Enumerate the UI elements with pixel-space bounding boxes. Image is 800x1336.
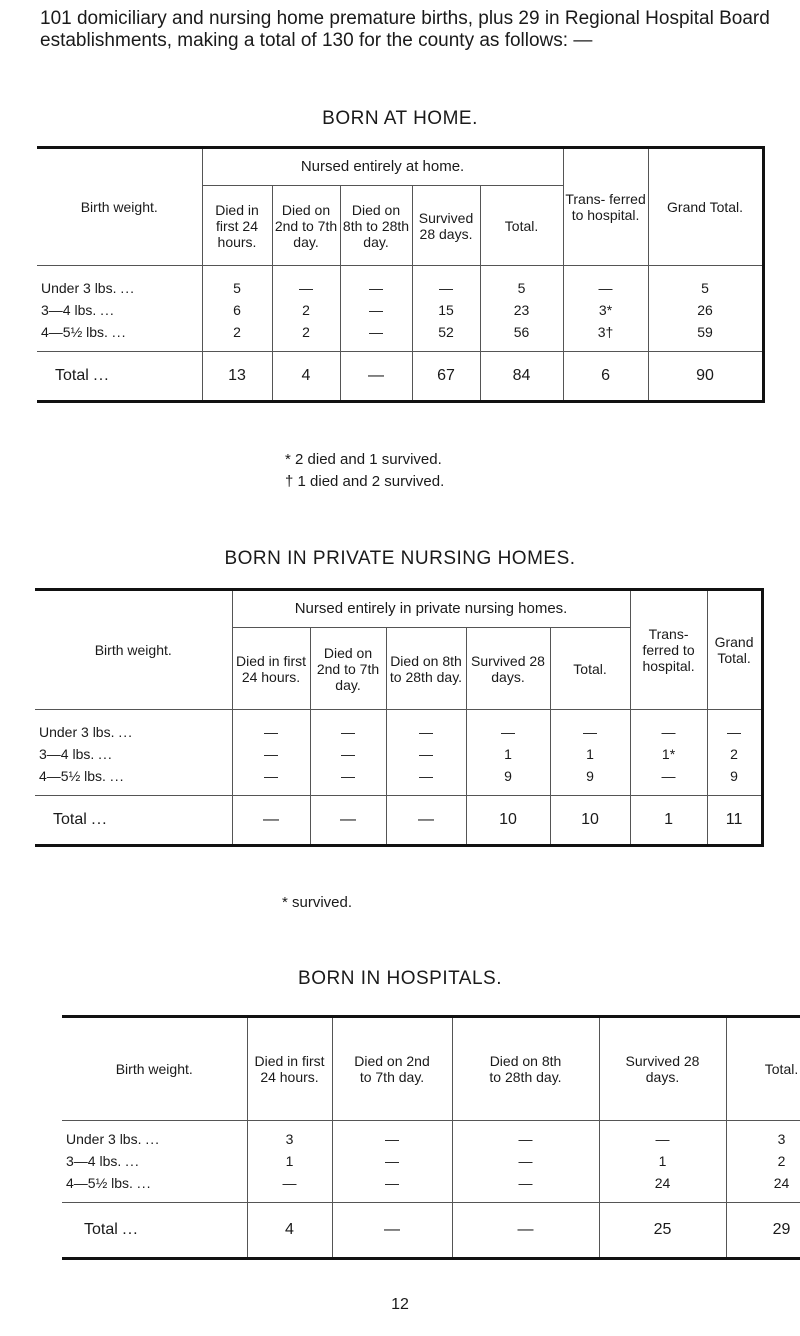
cell-value: — bbox=[386, 710, 466, 742]
cell-value: 5 bbox=[648, 266, 763, 298]
cell-value: — bbox=[452, 1121, 599, 1149]
cell-value: — bbox=[340, 266, 412, 298]
cell-value: 11 bbox=[707, 796, 762, 846]
table-row-total: Total ... 13 4 — 67 84 6 90 bbox=[37, 352, 763, 402]
row-label: Total bbox=[53, 811, 87, 828]
cell-value: — bbox=[232, 796, 310, 846]
header-survived-28: Survived 28 days. bbox=[412, 186, 480, 266]
table-row: 3—4 lbs. ... — — — 1 1 1* 2 bbox=[35, 742, 762, 766]
header-died-2nd-7th: Died on 2nd to 7th day. bbox=[332, 1017, 452, 1121]
cell-value: — bbox=[310, 766, 386, 796]
cell-value: — bbox=[310, 796, 386, 846]
cell-value: — bbox=[310, 742, 386, 766]
cell-value: 1 bbox=[630, 796, 707, 846]
cell-value: — bbox=[386, 766, 466, 796]
cell-value: 24 bbox=[726, 1173, 800, 1203]
cell-value: — bbox=[232, 710, 310, 742]
cell-value: 1 bbox=[247, 1149, 332, 1173]
row-label: 4—5½ lbs. bbox=[41, 323, 108, 340]
cell-value: 56 bbox=[480, 322, 563, 352]
header-nursed-group: Nursed entirely at home. bbox=[202, 148, 563, 186]
cell-value: 29 bbox=[726, 1203, 800, 1259]
cell-value: — bbox=[630, 710, 707, 742]
header-transferred: Trans- ferred to hospital. bbox=[630, 590, 707, 710]
cell-value: 4 bbox=[272, 352, 340, 402]
table-row: 3—4 lbs. ... 6 2 — 15 23 3* 26 bbox=[37, 298, 763, 322]
cell-value: — bbox=[272, 266, 340, 298]
table-born-in-hospitals bbox=[62, 1015, 800, 1260]
header-transferred: Trans- ferred to hospital. bbox=[563, 148, 648, 266]
heading-born-in-nursing-homes: BORN IN PRIVATE NURSING HOMES. bbox=[224, 548, 576, 569]
cell-value: 9 bbox=[707, 766, 762, 796]
cell-value: 1 bbox=[599, 1149, 726, 1173]
cell-value: 2 bbox=[726, 1149, 800, 1173]
cell-value: 6 bbox=[202, 298, 272, 322]
row-label: Total bbox=[55, 367, 89, 384]
cell-value: 9 bbox=[550, 766, 630, 796]
cell-value: 1 bbox=[550, 742, 630, 766]
header-birth-weight: Birth weight. bbox=[80, 199, 158, 215]
row-label: 4—5½ lbs. bbox=[66, 1174, 133, 1191]
cell-value: 3* bbox=[563, 298, 648, 322]
cell-value: — bbox=[232, 742, 310, 766]
cell-value: 3 bbox=[726, 1121, 800, 1149]
row-label: Under 3 lbs. bbox=[41, 279, 117, 296]
cell-value: 1 bbox=[466, 742, 550, 766]
cell-value: — bbox=[386, 742, 466, 766]
row-label: 3—4 lbs. bbox=[41, 301, 97, 318]
cell-value: — bbox=[332, 1203, 452, 1259]
cell-value: 5 bbox=[202, 266, 272, 298]
header-died-8th-28th: Died on 8th to 28th day. bbox=[386, 628, 466, 710]
cell-value: 3 bbox=[247, 1121, 332, 1149]
cell-value: 2 bbox=[272, 322, 340, 352]
cell-value: — bbox=[332, 1173, 452, 1203]
header-died-first-24h: Died in first 24 hours. bbox=[202, 186, 272, 266]
cell-value: — bbox=[340, 322, 412, 352]
table-row: Under 3 lbs. ... 3 — — — 3 bbox=[62, 1121, 800, 1149]
cell-value: 10 bbox=[550, 796, 630, 846]
cell-value: 2 bbox=[202, 322, 272, 352]
header-grand-total: Grand Total. bbox=[707, 590, 762, 710]
cell-value: 9 bbox=[466, 766, 550, 796]
header-died-first-24h: Died in first 24 hours. bbox=[247, 1017, 332, 1121]
cell-value: — bbox=[630, 766, 707, 796]
table-row-total: Total ... 4 — — 25 29 bbox=[62, 1203, 800, 1259]
cell-value: 52 bbox=[412, 322, 480, 352]
row-label: 3—4 lbs. bbox=[66, 1152, 122, 1169]
cell-value: 24 bbox=[599, 1173, 726, 1203]
cell-value: — bbox=[563, 266, 648, 298]
cell-value: 90 bbox=[648, 352, 763, 402]
cell-value: — bbox=[412, 266, 480, 298]
cell-value: — bbox=[452, 1173, 599, 1203]
header-birth-weight: Birth weight. bbox=[94, 642, 172, 658]
cell-value: 1* bbox=[630, 742, 707, 766]
table-row: 3—4 lbs. ... 1 — — 1 2 bbox=[62, 1149, 800, 1173]
row-label: 4—5½ lbs. bbox=[39, 767, 106, 784]
header-died-8th-28th: Died on 8th to 28th day. bbox=[340, 186, 412, 266]
cell-value: 25 bbox=[599, 1203, 726, 1259]
header-nursed-group: Nursed entirely in private nursing homes. bbox=[232, 590, 630, 628]
cell-value: — bbox=[247, 1173, 332, 1203]
header-died-2nd-7th: Died on 2nd to 7th day. bbox=[310, 628, 386, 710]
cell-value: 4 bbox=[247, 1203, 332, 1259]
row-label: Total bbox=[84, 1221, 118, 1238]
page-number: 12 bbox=[391, 1296, 409, 1313]
table-born-in-nursing-homes bbox=[35, 588, 764, 847]
header-survived-28: Survived 28 days. bbox=[466, 628, 550, 710]
cell-value: — bbox=[452, 1203, 599, 1259]
header-total: Total. bbox=[550, 628, 630, 710]
cell-value: 84 bbox=[480, 352, 563, 402]
row-label: Under 3 lbs. bbox=[66, 1130, 142, 1147]
cell-value: 13 bbox=[202, 352, 272, 402]
cell-value: 6 bbox=[563, 352, 648, 402]
header-survived-28: Survived 28 days. bbox=[599, 1017, 726, 1121]
footnote-asterisk: * 2 died and 1 survived. bbox=[285, 451, 442, 468]
heading-born-at-home: BORN AT HOME. bbox=[322, 108, 478, 129]
cell-value: — bbox=[707, 710, 762, 742]
cell-value: — bbox=[452, 1149, 599, 1173]
cell-value: — bbox=[340, 298, 412, 322]
header-grand-total: Grand Total. bbox=[648, 148, 763, 266]
cell-value: 26 bbox=[648, 298, 763, 322]
cell-value: — bbox=[386, 796, 466, 846]
table-row-total: Total ... — — — 10 10 1 11 bbox=[35, 796, 762, 846]
header-total: Total. bbox=[726, 1017, 800, 1121]
cell-value: — bbox=[332, 1121, 452, 1149]
table-row: Under 3 lbs. ... — — — — — — — bbox=[35, 710, 762, 742]
row-label: 3—4 lbs. bbox=[39, 745, 95, 762]
cell-value: 67 bbox=[412, 352, 480, 402]
table-row: 4—5½ lbs. ... — — — 24 24 bbox=[62, 1173, 800, 1203]
header-died-2nd-7th: Died on 2nd to 7th day. bbox=[272, 186, 340, 266]
table-born-at-home bbox=[37, 146, 765, 403]
cell-value: — bbox=[310, 710, 386, 742]
cell-value: 2 bbox=[272, 298, 340, 322]
cell-value: — bbox=[232, 766, 310, 796]
cell-value: 3† bbox=[563, 322, 648, 352]
cell-value: — bbox=[550, 710, 630, 742]
cell-value: — bbox=[340, 352, 412, 402]
header-birth-weight: Birth weight. bbox=[115, 1061, 193, 1077]
cell-value: 5 bbox=[480, 266, 563, 298]
footnote-asterisk: * survived. bbox=[282, 894, 353, 911]
cell-value: — bbox=[466, 710, 550, 742]
table-row: Under 3 lbs. ... 5 — — — 5 — 5 bbox=[37, 266, 763, 298]
cell-value: — bbox=[332, 1149, 452, 1173]
header-died-8th-28th: Died on 8th to 28th day. bbox=[452, 1017, 599, 1121]
cell-value: 10 bbox=[466, 796, 550, 846]
heading-born-in-hospitals: BORN IN HOSPITALS. bbox=[298, 968, 502, 989]
cell-value: — bbox=[599, 1121, 726, 1149]
cell-value: 15 bbox=[412, 298, 480, 322]
cell-value: 59 bbox=[648, 322, 763, 352]
table-row: 4—5½ lbs. ... — — — 9 9 — 9 bbox=[35, 766, 762, 796]
cell-value: 2 bbox=[707, 742, 762, 766]
intro-paragraph: 101 domiciliary and nursing home premature births, plus 29 in Regional Hospital Board establishments, making a total of 130 for the county as follows: — bbox=[40, 8, 770, 51]
table-row: 4—5½ lbs. ... 2 2 — 52 56 3† 59 bbox=[37, 322, 763, 352]
row-label: Under 3 lbs. bbox=[39, 723, 115, 740]
footnote-dagger: † 1 died and 2 survived. bbox=[285, 473, 445, 490]
header-total: Total. bbox=[480, 186, 563, 266]
header-died-first-24h: Died in first 24 hours. bbox=[232, 628, 310, 710]
cell-value: 23 bbox=[480, 298, 563, 322]
